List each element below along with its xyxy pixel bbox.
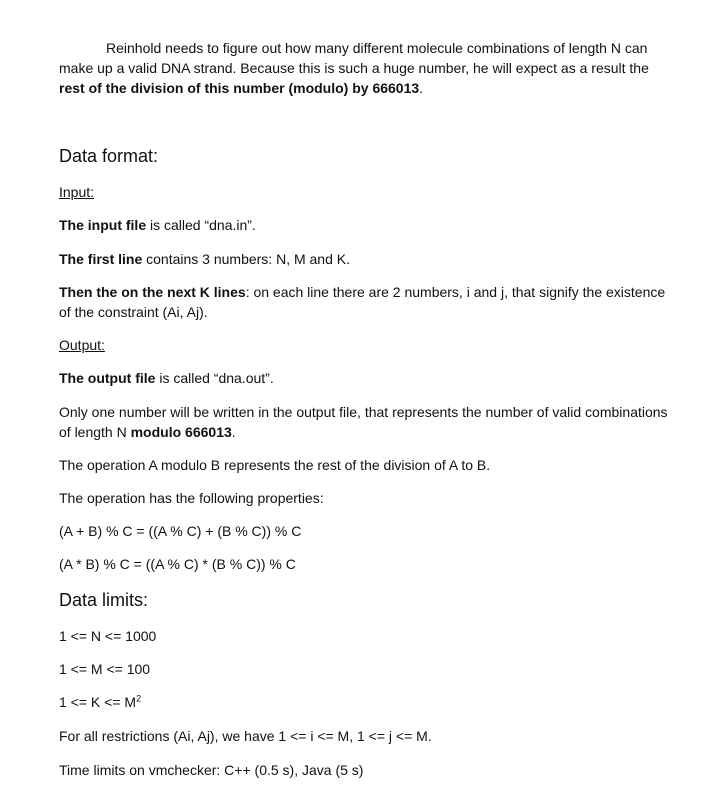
- input-file-bold: The input file: [59, 217, 147, 233]
- first-line-text: contains 3 numbers: N, M and K.: [142, 251, 350, 267]
- first-line-line: [59, 249, 674, 269]
- input-file-line: [59, 215, 674, 235]
- input-label: Input:: [59, 184, 95, 200]
- input-file-text: is called “dna.in”.: [146, 217, 256, 233]
- intro-text: Reinhold needs to figure out how many different molecule combinations of length N can make up a valid DNA strand. Because this is such a huge number, he will expect as a result the: [59, 40, 649, 76]
- only-one-period: .: [231, 424, 236, 440]
- first-line-bold: The first line: [59, 251, 143, 267]
- limit-n: 1 <= N <= 1000: [59, 628, 157, 644]
- property-addition: (A + B) % C = ((A % C) + (B % C)) % C: [59, 523, 302, 539]
- properties-intro: The operation has the following properties:: [59, 490, 324, 506]
- limit-k: [59, 692, 674, 712]
- next-lines-paragraph: [59, 282, 674, 322]
- data-limits-heading: Data limits:: [59, 590, 149, 610]
- time-limits-line: Time limits on vmchecker: C++ (0.5 s), Java (5 s): [59, 762, 364, 778]
- limit-k-exponent: 2: [136, 693, 142, 704]
- intro-paragraph: [59, 38, 674, 98]
- only-one-bold: modulo 666013: [130, 424, 232, 440]
- output-file-bold: The output file: [59, 370, 156, 386]
- limit-k-base: 1 <= K <= M: [59, 694, 137, 710]
- intro-period: .: [419, 80, 424, 96]
- property-multiplication: (A * B) % C = ((A % C) * (B % C)) % C: [59, 556, 296, 572]
- limit-m: 1 <= M <= 100: [59, 661, 151, 677]
- data-format-heading: Data format:: [59, 146, 159, 166]
- only-one-text: Only one number will be written in the output file, that represents the number of valid combinations of length N: [59, 404, 668, 440]
- operation-definition: The operation A modulo B represents the rest of the division of A to B.: [59, 457, 491, 473]
- next-lines-text: : on each line there are 2 numbers, i and j, that signify the existence of the constraint (Ai, Aj).: [59, 284, 666, 320]
- restrictions-line: For all restrictions (Ai, Aj), we have 1 <= i <= M, 1 <= j <= M.: [59, 728, 432, 744]
- output-file-text: is called “dna.out”.: [155, 370, 274, 386]
- output-file-line: [59, 368, 674, 388]
- intro-bold-text: rest of the division of this number (modulo) by 666013: [59, 80, 420, 96]
- next-lines-bold: Then the on the next K lines: [59, 284, 246, 300]
- output-label: Output:: [59, 337, 105, 353]
- only-one-paragraph: [59, 402, 674, 442]
